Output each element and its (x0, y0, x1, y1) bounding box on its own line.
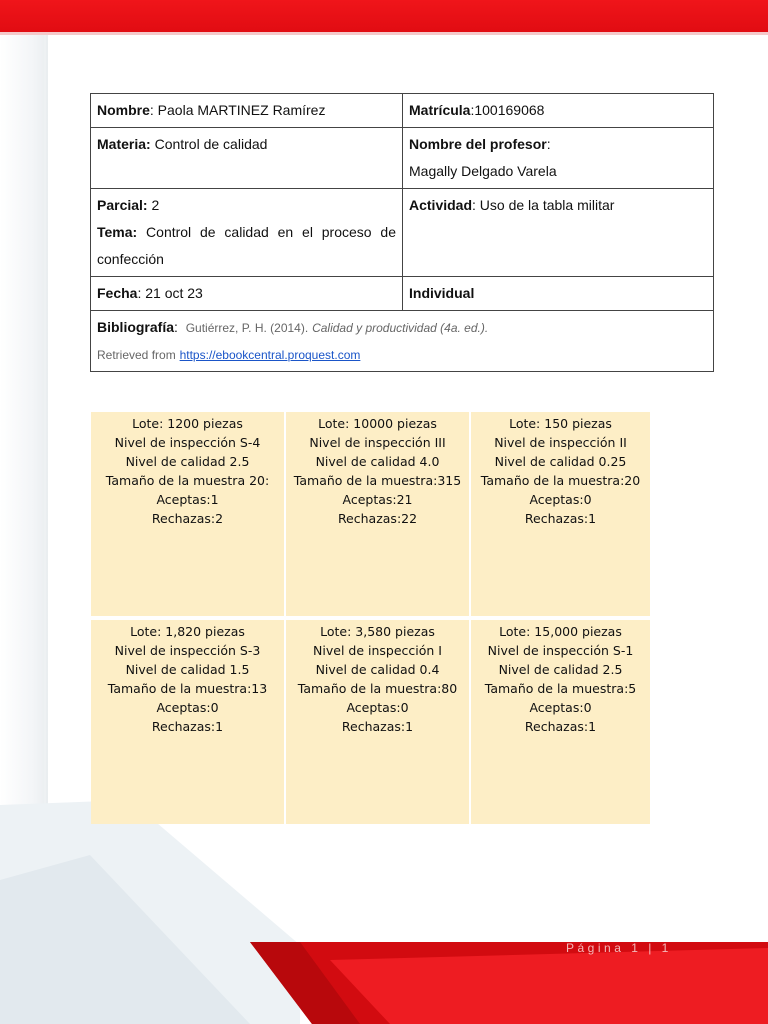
lote-line: Lote: 3,580 piezas (320, 624, 435, 639)
tamano-muestra-line: Tamaño de la muestra:315 (293, 473, 462, 488)
fecha-label: Fecha (97, 285, 138, 301)
aceptas-line: Aceptas:0 (156, 700, 219, 715)
top-red-band (0, 0, 768, 32)
sampling-card (286, 412, 469, 616)
tamano-muestra-line: Tamaño de la muestra:5 (484, 681, 637, 696)
aceptas-line: Aceptas:0 (529, 700, 592, 715)
nivel-calidad-line: Nivel de calidad 0.4 (315, 662, 440, 677)
page-number: Página 1 | 1 (566, 941, 672, 955)
fecha-value: : 21 oct 23 (137, 285, 203, 301)
header-row-1 (91, 94, 714, 128)
nivel-calidad-line: Nivel de calidad 4.0 (315, 454, 440, 469)
sampling-card (286, 620, 469, 824)
nivel-inspeccion-line: Nivel de inspección I (313, 643, 442, 658)
bib-title: Calidad y productividad (4a. ed.). (312, 321, 489, 335)
materia-label: Materia: (97, 136, 151, 152)
header-row-5 (91, 311, 714, 372)
profesor-cell (403, 128, 714, 189)
tema-label: Tema: (97, 224, 138, 240)
tema-value: Control de calidad en el proceso de confección (97, 224, 396, 267)
nombre-value: : Paola MARTINEZ Ramírez (149, 102, 326, 118)
sampling-card (91, 412, 284, 616)
sampling-cards-grid (91, 412, 650, 824)
nivel-calidad-line: Nivel de calidad 2.5 (125, 454, 250, 469)
materia-cell (91, 128, 403, 189)
parcial-value: 2 (147, 197, 160, 213)
parcial-label: Parcial: (97, 197, 148, 213)
tamano-muestra-line: Tamaño de la muestra:80 (297, 681, 458, 696)
nombre-cell (91, 94, 403, 128)
bib-author: Gutiérrez, P. H. (2014). (185, 321, 309, 335)
nivel-calidad-line: Nivel de calidad 1.5 (125, 662, 250, 677)
bibliografia-colon: : (174, 319, 178, 335)
profesor-value: Magally Delgado Varela (409, 163, 557, 179)
footer-red-shape (330, 948, 768, 1024)
matricula-label: Matrícula (409, 102, 471, 118)
header-row-4 (91, 277, 714, 311)
nivel-inspeccion-line: Nivel de inspección III (309, 435, 446, 450)
bibliografia-label: Bibliografía (97, 319, 175, 335)
actividad-label: Actividad (409, 197, 473, 213)
lote-line: Lote: 10000 piezas (318, 416, 437, 431)
matricula-cell (403, 94, 714, 128)
sampling-card (471, 412, 650, 616)
bib-link[interactable]: https://ebookcentral.proquest.com (179, 348, 361, 362)
nivel-inspeccion-line: Nivel de inspección S-3 (114, 643, 261, 658)
aceptas-line: Aceptas:0 (346, 700, 409, 715)
aceptas-line: Aceptas:1 (156, 492, 219, 507)
sampling-card (91, 620, 284, 824)
bib-retrieved: Retrieved from (97, 348, 176, 362)
lote-line: Lote: 1200 piezas (132, 416, 243, 431)
nivel-calidad-line: Nivel de calidad 2.5 (498, 662, 623, 677)
nivel-inspeccion-line: Nivel de inspección S-1 (487, 643, 634, 658)
rechazas-line: Rechazas:1 (524, 719, 597, 734)
header-row-2 (91, 128, 714, 189)
nivel-inspeccion-line: Nivel de inspección II (494, 435, 627, 450)
top-band-shadow (0, 32, 768, 35)
nombre-label: Nombre (97, 102, 150, 118)
lote-line: Lote: 150 piezas (509, 416, 612, 431)
profesor-label: Nombre del profesor (409, 136, 547, 152)
parcial-tema-cell (91, 189, 403, 277)
materia-value: Control de calidad (150, 136, 268, 152)
nivel-inspeccion-line: Nivel de inspección S-4 (114, 435, 261, 450)
actividad-value: : Uso de la tabla militar (472, 197, 615, 213)
rechazas-line: Rechazas:22 (337, 511, 418, 526)
aceptas-line: Aceptas:21 (342, 492, 413, 507)
sampling-card (471, 620, 650, 824)
aceptas-line: Aceptas:0 (529, 492, 592, 507)
tamano-muestra-line: Tamaño de la muestra:20 (480, 473, 641, 488)
tamano-muestra-line: Tamaño de la muestra:13 (107, 681, 268, 696)
rechazas-line: Rechazas:1 (151, 719, 224, 734)
rechazas-line: Rechazas:1 (524, 511, 597, 526)
nivel-calidad-line: Nivel de calidad 0.25 (494, 454, 627, 469)
individual-cell (403, 277, 714, 311)
fecha-cell (91, 277, 403, 311)
profesor-colon: : (546, 136, 551, 152)
tamano-muestra-line: Tamaño de la muestra 20: (105, 473, 270, 488)
matricula-value: :100169068 (470, 102, 545, 118)
rechazas-line: Rechazas:1 (341, 719, 414, 734)
lote-line: Lote: 15,000 piezas (499, 624, 622, 639)
bibliografia-cell (91, 311, 714, 372)
individual-label: Individual (409, 285, 475, 301)
rechazas-line: Rechazas:2 (151, 511, 224, 526)
header-info-table (90, 93, 714, 372)
lote-line: Lote: 1,820 piezas (130, 624, 245, 639)
actividad-cell (403, 189, 714, 277)
header-row-3 (91, 189, 714, 277)
